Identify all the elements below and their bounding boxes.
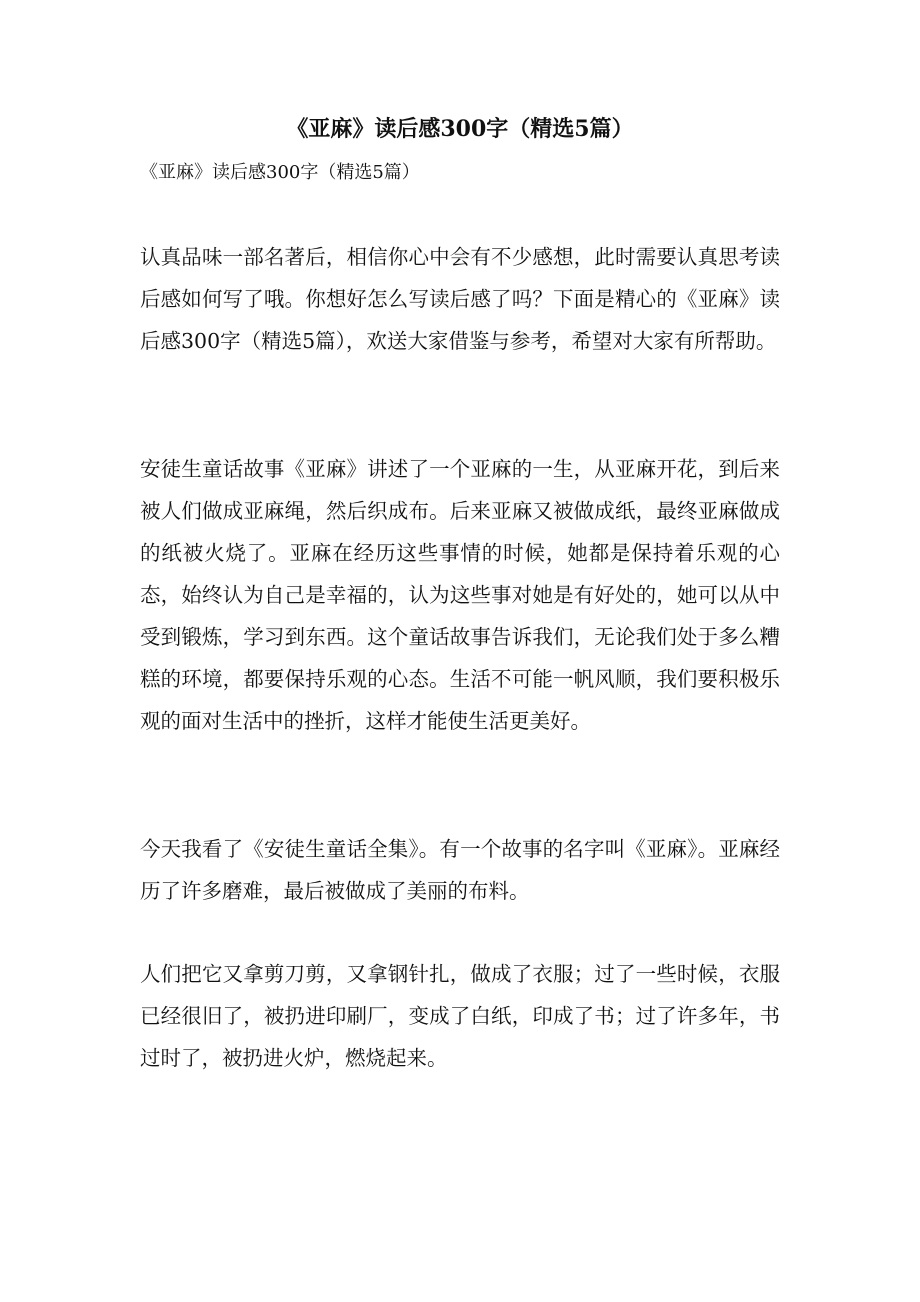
paragraph-story-detail: 人们把它又拿剪刀剪，又拿钢针扎，做成了衣服；过了一些时候，衣服已经很旧了，被扔进印刷厂，变成了白纸，印成了书；过了许多年，书过时了，被扔进火炉，燃烧起来。 [140, 962, 780, 1070]
document-subtitle: 《亚麻》读后感300字（精选5篇） [140, 162, 420, 183]
document-title: 《亚麻》读后感300字（精选5篇） [286, 116, 634, 142]
paragraph-story-summary: 安徒生童话故事《亚麻》讲述了一个亚麻的一生，从亚麻开花，到后来被人们做成亚麻绳，然后织成布。后来亚麻又被做成纸，最终亚麻做成的纸被火烧了。亚麻在经历这些事情的时候，她都是保持着乐观的心态，始终认为自己是幸福的，认为这些事对她是有好处的，她可以从中受到锻炼，学习到东西。这个童话故事告诉我们，无论我们处于多么糟糕的环境，都要保持乐观的心态。生活不可能一帆风顺，我们要积极乐观的面对生活中的挫折，这样才能使生活更美好。 [140, 457, 780, 733]
paragraph-reading-note: 今天我看了《安徒生童话全集》。有一个故事的名字叫《亚麻》。亚麻经历了许多磨难，最后被做成了美丽的布料。 [140, 837, 780, 903]
paragraph-intro: 认真品味一部名著后，相信你心中会有不少感想，此时需要认真思考读后感如何写了哦。你想好怎么写读后感了吗？下面是精心的《亚麻》读后感300字（精选5篇），欢送大家借鉴与参考，希望对大家有所帮助。 [140, 245, 780, 353]
